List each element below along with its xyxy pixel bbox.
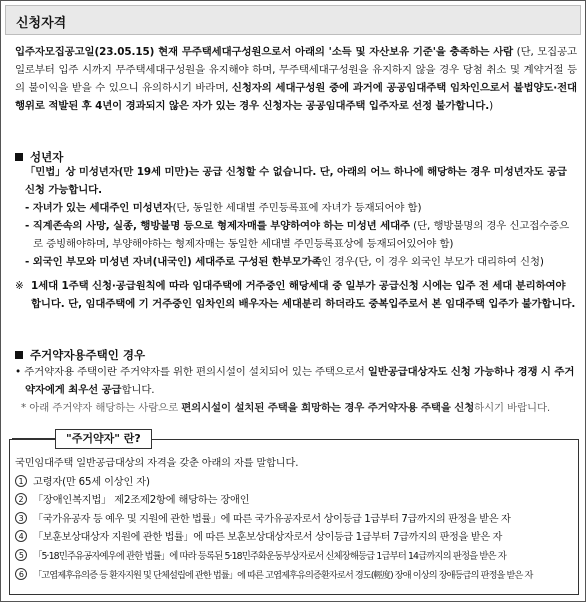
circled-number-icon: 3: [15, 512, 27, 524]
section-header: [5, 5, 581, 35]
list-item: [15, 567, 573, 586]
minor-item-1: [25, 199, 577, 217]
list-item: [15, 548, 573, 567]
circled-number-icon: 1: [15, 475, 27, 487]
disabled-bullet-1-b: 일반공급대상자도 신청 가능하나 경쟁 시 주거약자에게 최우선 공급: [25, 366, 575, 396]
list-item-text: 고령자(만 65세 이상인 자): [33, 476, 150, 488]
definition-box-title: "주거약자" 란?: [55, 429, 152, 449]
disabled-section-heading: [15, 347, 145, 363]
minor-item-3-rest: 인 경우(단, 이 경우 외국인 부모가 대리하여 신청): [321, 256, 544, 268]
minor-item-2-rest: (단, 행방불명의 경우 신고접수증으로 증빙해야하며, 부양해야하는 형제자매는 동일한 세대별 주민등록표상에 등재되어있어야 함): [33, 220, 570, 250]
circled-number-icon: 4: [15, 530, 27, 542]
minor-item-1-bold: - 자녀가 있는 세대주인 미성년자: [25, 202, 173, 214]
list-item: [15, 474, 573, 493]
disabled-section-body: [15, 363, 577, 417]
list-item-text: 「5·18민주유공자예우에 관한 법률」에 따라 등록된 5·18민주화운동부상자로서 신체장해등급 1급부터 14급까지의 판정을 받은 자: [33, 550, 506, 562]
minor-section-body: [25, 163, 577, 271]
minor-item-3: [25, 253, 577, 271]
disabled-bullet-2: [15, 399, 577, 417]
disabled-bullet-2-a: * 아래 주거약자 해당하는 사람으로: [21, 402, 182, 414]
disabled-bullet-1: [15, 363, 577, 399]
disabled-bullet-1-c: 합니다.: [121, 384, 155, 396]
square-bullet-icon: [15, 351, 23, 359]
list-item: [15, 492, 573, 511]
square-bullet-icon: [15, 153, 23, 161]
list-item-text: 「장애인복지법」 제2조제2항에 해당하는 장애인: [33, 495, 250, 507]
minor-item-2: [25, 217, 577, 253]
circled-number-icon: 2: [15, 493, 27, 505]
section-title: 신청자격: [16, 16, 67, 31]
definition-list: [15, 455, 573, 585]
list-item: [15, 511, 573, 530]
intro-paragraph: [15, 43, 577, 115]
note-text: 1세대 1주택 신청·공급원칙에 따라 임대주택에 거주중인 해당세대 중 일부가 공급신청 시에는 입주 전 세대 분리하여야 합니다. 단, 임대주택에 기 거주중인 임차인의 배우자는 세대분리 하더라도 중복입주로서 본 임대주택 입주가 불가합니다.: [31, 280, 576, 310]
list-item-text: 「고엽제후유의증 등 환자지원 및 단체설립에 관한 법률」에 따른 고엽제후유의증환자로서 경도(輕度) 장애 이상의 장애등급의 판정을 받은 자: [33, 569, 533, 581]
definition-intro: 국민임대주택 일반공급대상의 자격을 갖춘 아래의 자를 말합니다.: [15, 458, 299, 469]
disabled-bullet-2-c: 하시기 바랍니다.: [474, 402, 551, 414]
list-item-text: 「국가유공자 등 예우 및 지원에 관한 법률」에 따른 국가유공자로서 상이등급 1급부터 7급까지의 판정을 받은 자: [33, 513, 511, 525]
intro-text-4: ): [489, 100, 494, 112]
minor-lead: 「민법」상 미성년자(만 19세 미만)는 공급 신청할 수 없습니다. 단, 아래의 어느 하나에 해당하는 경우 미성년자도 공급 신청 가능합니다.: [25, 166, 567, 196]
minor-section-title: 성년자: [30, 150, 64, 164]
circled-number-icon: 5: [15, 549, 27, 561]
household-note: [15, 277, 577, 313]
list-item: [15, 529, 573, 548]
minor-item-1-rest: (단, 동일한 세대별 주민등록표에 자녀가 등재되어야 함): [172, 202, 422, 214]
minor-item-3-bold: - 외국인 부모와 미성년 자녀(내국인) 세대주로 구성된 한부모가족: [25, 256, 322, 268]
circled-number-icon: 6: [15, 568, 27, 580]
minor-item-2-bold: - 직계존속의 사망, 실종, 행방불명 등으로 형제자매를 부양하여야 하는 미성년 세대주: [25, 220, 410, 232]
note-mark: ※: [15, 280, 24, 292]
disabled-section-title: 주거약자용주택인 경우: [30, 348, 146, 362]
intro-bold-1: 입주자모집공고일(23.05.15) 현재 무주택세대구성원으로서 아래의 '소득 및 자산보유 기준'을 충족하는 사람: [15, 46, 514, 58]
list-item-text: 「보훈보상대상자 지원에 관한 법률」에 따른 보훈보상대상자로서 상이등급 1급부터 7급까지의 판정을 받은 자: [33, 532, 502, 544]
disabled-bullet-1-a: • 주거약자용 주택이란 주거약자를 위한 편의시설이 설치되어 있는 주택으로서: [15, 366, 368, 378]
intro-text-2: (단, 모집공고일로부터 입주 시까지 무주택세대구성원을 유지해야 하며, 무주택세대구성원을 유지하지 않을 경우 당첨 취소 및 계약거절 등의 불이익을 받을 수 있으니 유의하시기 바라며,: [15, 46, 577, 94]
intro-bold-3: 신청자의 세대구성원 중에 과거에 공공임대주택 임차인으로서 불법양도·전대 행위로 적발된 후 4년이 경과되지 않은 자가 있는 경우 신청자는 공공임대주택 입주자로 선정 불가합니다.: [15, 82, 577, 112]
disabled-bullet-2-b: 편의시설이 설치된 주택을 희망하는 경우 주거약자용 주택을 신청: [181, 402, 475, 414]
